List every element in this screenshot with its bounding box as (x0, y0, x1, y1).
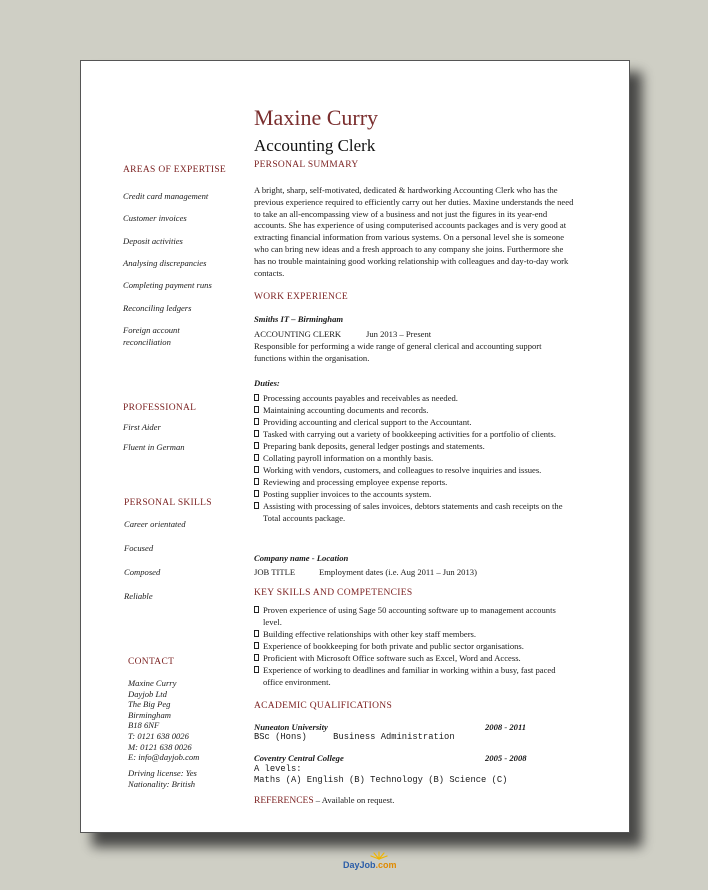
personal-skill-item: Career orientated (124, 519, 186, 529)
school-dates-1: 2008 - 2011 (485, 722, 527, 732)
contact-name: Maxine Curry (128, 678, 177, 688)
checkbox-glyph-icon (254, 630, 259, 637)
personal-skill-item: Composed (124, 567, 161, 577)
checkbox-glyph-icon (254, 442, 259, 449)
list-item: Proficient with Microsoft Office software such as Excel, Word and Access. (254, 652, 576, 664)
expertise-item: Foreign account reconciliation (123, 325, 180, 347)
contact-postcode: B18 6NF (128, 720, 160, 731)
brand-name: DayJob (343, 860, 376, 870)
list-item: Maintaining accounting documents and records. (254, 404, 576, 416)
job-dates: Jun 2013 – Present (366, 329, 432, 339)
key-skills-heading: KEY SKILLS AND COMPETENCIES (254, 588, 413, 598)
list-item: Experience of working to deadlines and familiar in working within a busy, fast paced office environment. (254, 664, 576, 688)
professional-item: Fluent in German (123, 442, 185, 452)
level-2: A levels: (254, 764, 302, 774)
expertise-item: Deposit activities (123, 236, 183, 246)
personal-skill-item: Reliable (124, 591, 153, 601)
duties-list (254, 392, 576, 524)
contact-mobile: M: 0121 638 0026 (128, 741, 192, 752)
contact-telephone: T: 0121 638 0026 (128, 730, 189, 741)
expertise-item: Customer invoices (123, 213, 187, 223)
checkbox-glyph-icon (254, 502, 259, 509)
list-item: Reviewing and processing employee expense reports. (254, 476, 576, 488)
list-item: Providing accounting and clerical support to the Accountant. (254, 416, 576, 428)
references-heading: REFERENCES (254, 796, 314, 806)
checkbox-glyph-icon (254, 454, 259, 461)
school-name-2: Coventry Central College (254, 753, 344, 763)
dayjob-logo (343, 860, 397, 870)
list-item: Preparing bank deposits, general ledger postings and statements. (254, 440, 576, 452)
checkbox-glyph-icon (254, 606, 259, 613)
checkbox-glyph-icon (254, 478, 259, 485)
subjects-2: Maths (A) English (B) Technology (B) Science (C) (254, 775, 508, 785)
education-heading: ACADEMIC QUALIFICATIONS (254, 701, 393, 711)
resume-page (80, 60, 630, 833)
expertise-heading: AREAS OF EXPERTISE (123, 165, 227, 175)
checkbox-glyph-icon (254, 666, 259, 673)
duties-label: Duties: (254, 378, 280, 388)
list-item: Assisting with processing of sales invoices, debtors statements and cash receipts on the Total accounts package. (254, 500, 576, 524)
expertise-item: Completing payment runs (123, 280, 212, 290)
contact-email: E: info@dayjob.com (128, 752, 200, 763)
list-item: Posting supplier invoices to the accounts system. (254, 488, 576, 500)
degree-1: BSc (Hons) Business Administration (254, 732, 455, 742)
nationality: Nationality: British (128, 778, 196, 789)
job-description: Responsible for performing a wide range of general clerical and accounting support functions within the organisation. (254, 341, 542, 363)
candidate-name: Maxine Curry (254, 105, 379, 130)
extras-block (128, 768, 238, 789)
list-item: Collating payroll information on a monthly basis. (254, 452, 576, 464)
list-item: Proven experience of using Sage 50 accounting software up to management accounts level. (254, 604, 576, 628)
contact-city: Birmingham (128, 709, 171, 720)
personal-skill-item: Focused (124, 543, 154, 553)
professional-heading: PROFESSIONAL (123, 403, 197, 413)
list-item: Tasked with carrying out a variety of bookkeeping activities for a portfolio of clients. (254, 428, 576, 440)
checkbox-glyph-icon (254, 394, 259, 401)
checkbox-glyph-icon (254, 654, 259, 661)
brand-suffix: .com (375, 860, 397, 870)
school-dates-2: 2005 - 2008 (485, 753, 527, 763)
checkbox-glyph-icon (254, 406, 259, 413)
summary-text: A bright, sharp, self-motivated, dedicated & hardworking Accounting Clerk who has the previous experience required to efficiently carry out her duties. Maxine understands the need to take an all-encompassing view of a business and not just the figures in its year-end accounts. She has experience of using computerised accounts packages and is very good at extracting financial information from various systems. On a personal level she is someone who can bring new ideas and a fresh approach to any company she joins. Furthermore she has no trouble maintaining good working relationship with colleagues and day-to-day work contacts. (254, 185, 574, 278)
school-name-1: Nuneaton University (254, 722, 328, 732)
candidate-role: Accounting Clerk (254, 136, 376, 155)
list-item: Experience of bookkeeping for both private and public sector organisations. (254, 640, 576, 652)
job-title-2: JOB TITLE (254, 567, 296, 577)
references-text: – Available on request. (313, 795, 395, 805)
contact-address: The Big Peg (128, 699, 171, 710)
summary-heading: PERSONAL SUMMARY (254, 160, 359, 170)
experience-heading: WORK EXPERIENCE (254, 292, 348, 302)
contact-block (128, 678, 238, 763)
professional-item: First Aider (123, 422, 161, 432)
personal-skills-heading: PERSONAL SKILLS (124, 498, 212, 508)
company-name: Smiths IT – Birmingham (254, 314, 344, 324)
key-skills-list (254, 604, 576, 688)
checkbox-glyph-icon (254, 418, 259, 425)
company-name-2: Company name - Location (254, 553, 349, 563)
job-dates-2: Employment dates (i.e. Aug 2011 – Jun 2013) (319, 567, 477, 577)
checkbox-glyph-icon (254, 642, 259, 649)
list-item: Working with vendors, customers, and colleagues to resolve inquiries and issues. (254, 464, 576, 476)
contact-heading: CONTACT (128, 657, 175, 667)
checkbox-glyph-icon (254, 466, 259, 473)
sun-logo-icon (368, 850, 390, 860)
expertise-item: Credit card management (123, 191, 209, 201)
list-item: Processing accounts payables and receivables as needed. (254, 392, 576, 404)
list-item: Building effective relationships with other key staff members. (254, 628, 576, 640)
checkbox-glyph-icon (254, 490, 259, 497)
expertise-item: Reconciling ledgers (123, 303, 192, 313)
driving-license: Driving license: Yes (128, 768, 197, 778)
checkbox-glyph-icon (254, 430, 259, 437)
job-title: ACCOUNTING CLERK (254, 329, 342, 339)
contact-company: Dayjob Ltd (128, 688, 167, 699)
expertise-item: Analysing discrepancies (123, 258, 207, 268)
references-line (254, 795, 394, 806)
